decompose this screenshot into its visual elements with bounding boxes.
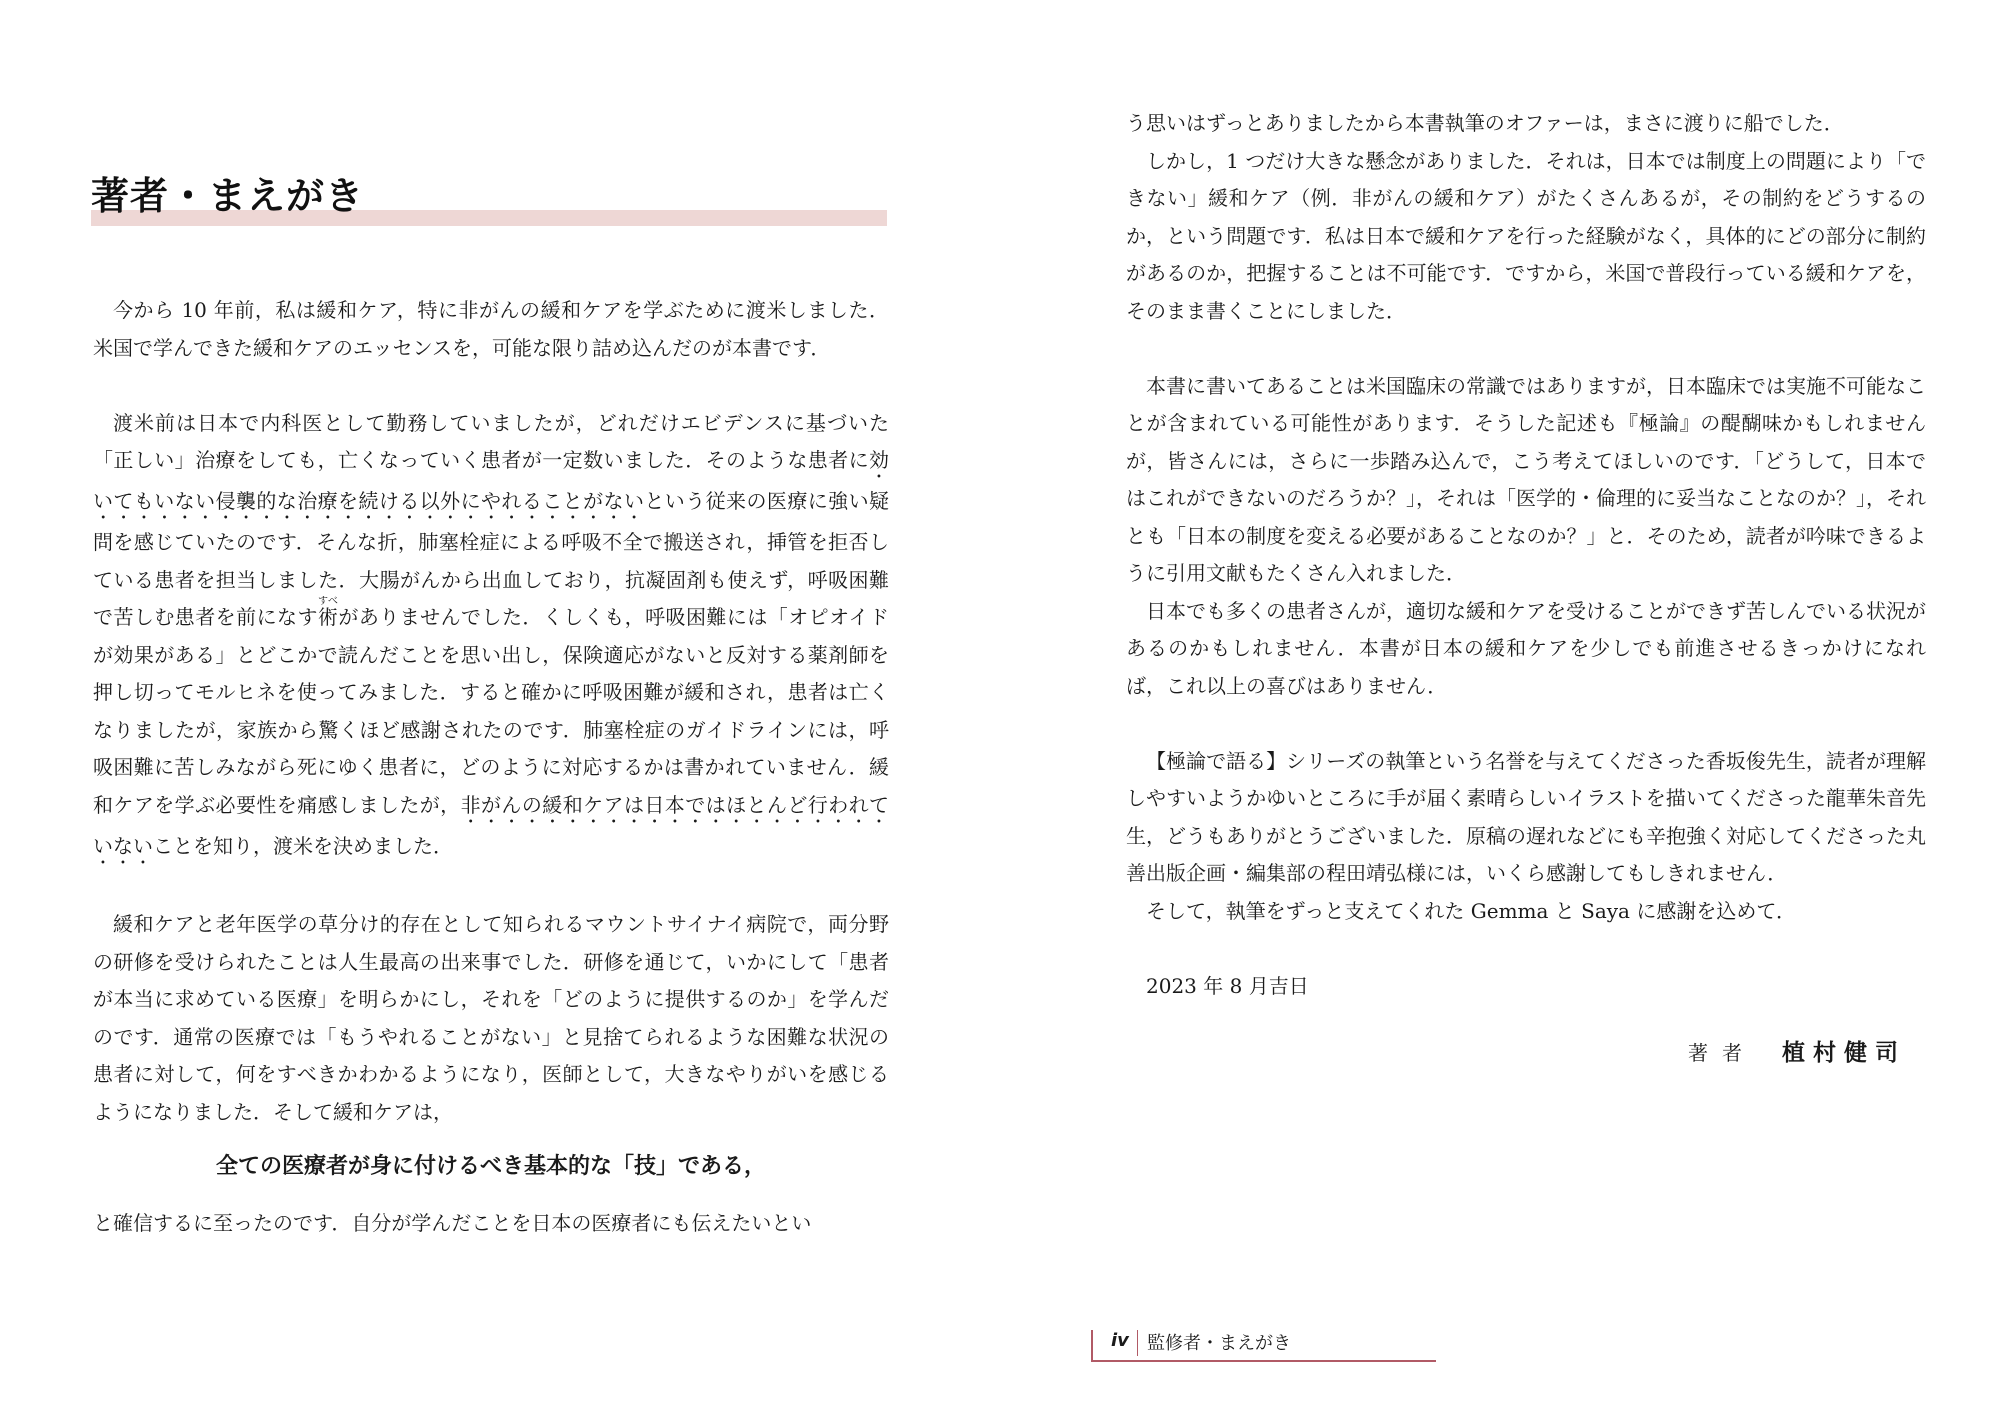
footer-rule-tick: [1091, 1330, 1093, 1360]
section-heading: [91, 170, 887, 222]
paragraph-concern: しかし，1 つだけ大きな懸念がありました．それは，日本では制度上の問題により「できない」緩和ケア（例．非がんの緩和ケア）がたくさんあるが，その制約をどうするのか，という問題です．私は日本で緩和ケアを行った経験がなく，具体的にどの部分に制約があるのか，把握することは不可能です．ですから，米国で普段行っている緩和ケアを，そのまま書くことにしました．: [1126, 148, 1926, 323]
date: 2023 年 8 月吉日: [1146, 973, 1309, 998]
author-role: 著者: [1688, 1041, 1756, 1065]
emphasized-phrase-2: 非がんの緩和ケアは日本ではほとんど行われていない: [93, 792, 890, 858]
paragraph-hope: 日本でも多くの患者さんが，適切な緩和ケアを受けることができず苦しんでいる状況があるのかもしれません．本書が日本の緩和ケアを少しでも前進させるきっかけになれば，これ以上の喜びはありません．: [1126, 598, 1926, 698]
paragraph-acknowledgements: 【極論で語る】シリーズの執筆という名誉を与えてくださった香坂俊先生，読者が理解しやすいようかゆいところに手が届く素晴らしいイラストを描いてくださった龍華朱音先生，どうもありがとうございました．原稿の遅れなどにも辛抱強く対応してくださった丸善出版企画・編集部の程田靖弘様には，いくら感謝してもしきれません．: [1126, 748, 1926, 885]
footer-separator: [1137, 1330, 1138, 1356]
key-statement: 全ての医療者が身に付けるべき基本的な「技」である，: [215, 1154, 766, 1179]
emphasized-phrase: 効いてもいない侵襲的な治療を続ける以外にやれることがない: [93, 448, 889, 513]
ruby-annotation: 術すべ: [317, 596, 339, 629]
page-footer: [1091, 1326, 1436, 1362]
paragraph-intro: 今から 10 年前，私は緩和ケア，特に非がんの緩和ケアを学ぶために渡米しました．米国で学んできた緩和ケアのエッセンスを，可能な限り詰め込んだのが本書です．: [93, 298, 889, 360]
paragraph-mount-sinai: 緩和ケアと老年医学の草分け的存在として知られるマウントサイナイ病院で，両分野の研修を受けられたことは人生最高の出来事でした．研修を通じて，いかにして「患者が本当に求めている医療」を明らかにし，それを「どのように提供するのか」を学んだのです．通常の医療では「もうやれることがない」と見捨てられるような困難な状況の患者に対して，何をすべきかわかるようになり，医師として，大きなやりがいを感じるようになりました．そして緩和ケアは，: [93, 912, 889, 1124]
paragraph-common-sense: 本書に書いてあることは米国臨床の常識ではありますが，日本臨床では実施不可能なことが含まれている可能性があります．そうした記述も『極論』の醍醐味かもしれませんが，皆さんには，さらに一歩踏み込んで，こう考えてほしいのです．「どうして，日本ではこれができないのだろうか？」，それは「医学的・倫理的に妥当なことなのか？」，それとも「日本の制度を変える必要があることなのか？」と．そのため，読者が吟味できるように引用文献もたくさん入れました．: [1126, 373, 1926, 585]
page-title: 著者・まえがき: [91, 174, 365, 218]
paragraph-continuation: と確信するに至ったのです．自分が学んだことを日本の医療者にも伝えたいとい: [93, 1211, 812, 1235]
author-name: 植村健司: [1782, 1040, 1906, 1066]
paragraph-before-us: 渡米前は日本で内科医として勤務していましたが，どれだけエビデンスに基づいた「正しい」治療をしても，亡くなっていく患者が一定数いました．そのような患者に効いてもいない侵襲的な治療を続ける以外にやれることがないという従来の医療に強い疑問を感じていたのです．そんな折，肺塞栓症による呼吸不全で搬送され，挿管を拒否している患者を担当しました．大腸がんから出血しており，抗凝固剤も使えず，呼吸困難で苦しむ患者を前になす術すべがありませんでした．くしくも，呼吸困難には「オピオイドが効果がある」とどこかで読んだことを思い出し，保険適応がないと反対する薬剤師を押し切ってモルヒネを使ってみました．すると確かに呼吸困難が緩和され，患者は亡くなりましたが，家族から驚くほど感謝されたのです．肺塞栓症のガイドラインには，呼吸困難に苦しみながら死にゆく患者に，どのように対応するかは書かれていません．緩和ケアを学ぶ必要性を痛感しましたが，非がんの緩和ケアは日本ではほとんど行われていないことを知り，渡米を決めました．: [93, 410, 890, 858]
right-page: [1003, 0, 2006, 1410]
paragraph-continued: う思いはずっとありましたから本書執筆のオファーは，まさに渡りに船でした．: [1126, 111, 1844, 135]
right-body-text: [1126, 105, 1926, 1073]
author-signature: [1126, 1035, 1926, 1073]
running-title: 監修者・まえがき: [1147, 1333, 1291, 1354]
left-body-text: [93, 292, 889, 1243]
paragraph-dedication: そして，執筆をずっと支えてくれた Gemma と Saya に感謝を込めて．: [1146, 898, 1796, 923]
page-number: iv: [1111, 1330, 1129, 1351]
